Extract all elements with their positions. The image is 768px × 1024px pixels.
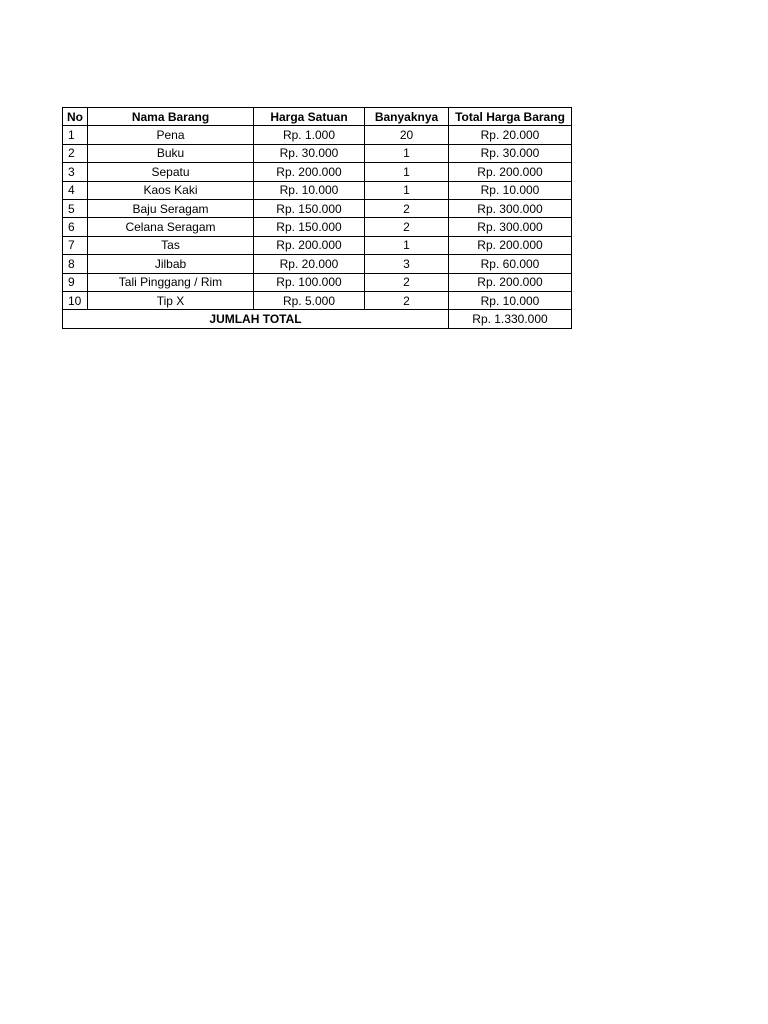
cell-harga-satuan: Rp. 1.000 (254, 126, 365, 144)
cell-total-harga: Rp. 200.000 (449, 163, 572, 181)
cell-banyaknya: 1 (365, 181, 449, 199)
cell-banyaknya: 1 (365, 144, 449, 162)
cell-no: 10 (63, 291, 88, 309)
cell-total-harga: Rp. 200.000 (449, 236, 572, 254)
table-row (63, 144, 572, 162)
table-row (63, 255, 572, 273)
table-row (63, 163, 572, 181)
cell-harga-satuan: Rp. 150.000 (254, 218, 365, 236)
header-total-harga-barang: Total Harga Barang (449, 108, 572, 126)
cell-total-harga: Rp. 10.000 (449, 181, 572, 199)
table-row (63, 273, 572, 291)
cell-total-harga: Rp. 30.000 (449, 144, 572, 162)
cell-nama-barang: Celana Seragam (88, 218, 254, 236)
table-row (63, 181, 572, 199)
cell-total-harga: Rp. 60.000 (449, 255, 572, 273)
cell-total-harga: Rp. 200.000 (449, 273, 572, 291)
items-table (62, 107, 572, 329)
cell-banyaknya: 3 (365, 255, 449, 273)
header-no: No (63, 108, 88, 126)
cell-no: 6 (63, 218, 88, 236)
cell-nama-barang: Sepatu (88, 163, 254, 181)
cell-nama-barang: Kaos Kaki (88, 181, 254, 199)
cell-banyaknya: 20 (365, 126, 449, 144)
cell-banyaknya: 2 (365, 291, 449, 309)
cell-no: 5 (63, 199, 88, 217)
header-harga-satuan: Harga Satuan (254, 108, 365, 126)
cell-banyaknya: 1 (365, 236, 449, 254)
cell-no: 3 (63, 163, 88, 181)
cell-total-harga: Rp. 300.000 (449, 218, 572, 236)
cell-banyaknya: 1 (365, 163, 449, 181)
cell-harga-satuan: Rp. 150.000 (254, 199, 365, 217)
total-row (63, 310, 572, 328)
cell-no: 7 (63, 236, 88, 254)
total-value: Rp. 1.330.000 (449, 310, 572, 328)
cell-harga-satuan: Rp. 5.000 (254, 291, 365, 309)
header-banyaknya: Banyaknya (365, 108, 449, 126)
cell-no: 1 (63, 126, 88, 144)
cell-nama-barang: Baju Seragam (88, 199, 254, 217)
cell-harga-satuan: Rp. 20.000 (254, 255, 365, 273)
cell-harga-satuan: Rp. 30.000 (254, 144, 365, 162)
cell-banyaknya: 2 (365, 199, 449, 217)
total-label: JUMLAH TOTAL (63, 310, 449, 328)
table-row (63, 218, 572, 236)
table-row (63, 291, 572, 309)
header-nama-barang: Nama Barang (88, 108, 254, 126)
cell-nama-barang: Tas (88, 236, 254, 254)
cell-harga-satuan: Rp. 10.000 (254, 181, 365, 199)
table-row (63, 199, 572, 217)
cell-total-harga: Rp. 10.000 (449, 291, 572, 309)
cell-banyaknya: 2 (365, 273, 449, 291)
table-row (63, 236, 572, 254)
cell-nama-barang: Tali Pinggang / Rim (88, 273, 254, 291)
cell-no: 4 (63, 181, 88, 199)
cell-no: 8 (63, 255, 88, 273)
cell-nama-barang: Jilbab (88, 255, 254, 273)
table-body (63, 126, 572, 328)
cell-no: 2 (63, 144, 88, 162)
cell-total-harga: Rp. 300.000 (449, 199, 572, 217)
cell-nama-barang: Buku (88, 144, 254, 162)
cell-nama-barang: Tip X (88, 291, 254, 309)
cell-no: 9 (63, 273, 88, 291)
cell-nama-barang: Pena (88, 126, 254, 144)
cell-total-harga: Rp. 20.000 (449, 126, 572, 144)
cell-banyaknya: 2 (365, 218, 449, 236)
cell-harga-satuan: Rp. 200.000 (254, 163, 365, 181)
table-header-row (63, 108, 572, 126)
cell-harga-satuan: Rp. 100.000 (254, 273, 365, 291)
table-row (63, 126, 572, 144)
cell-harga-satuan: Rp. 200.000 (254, 236, 365, 254)
